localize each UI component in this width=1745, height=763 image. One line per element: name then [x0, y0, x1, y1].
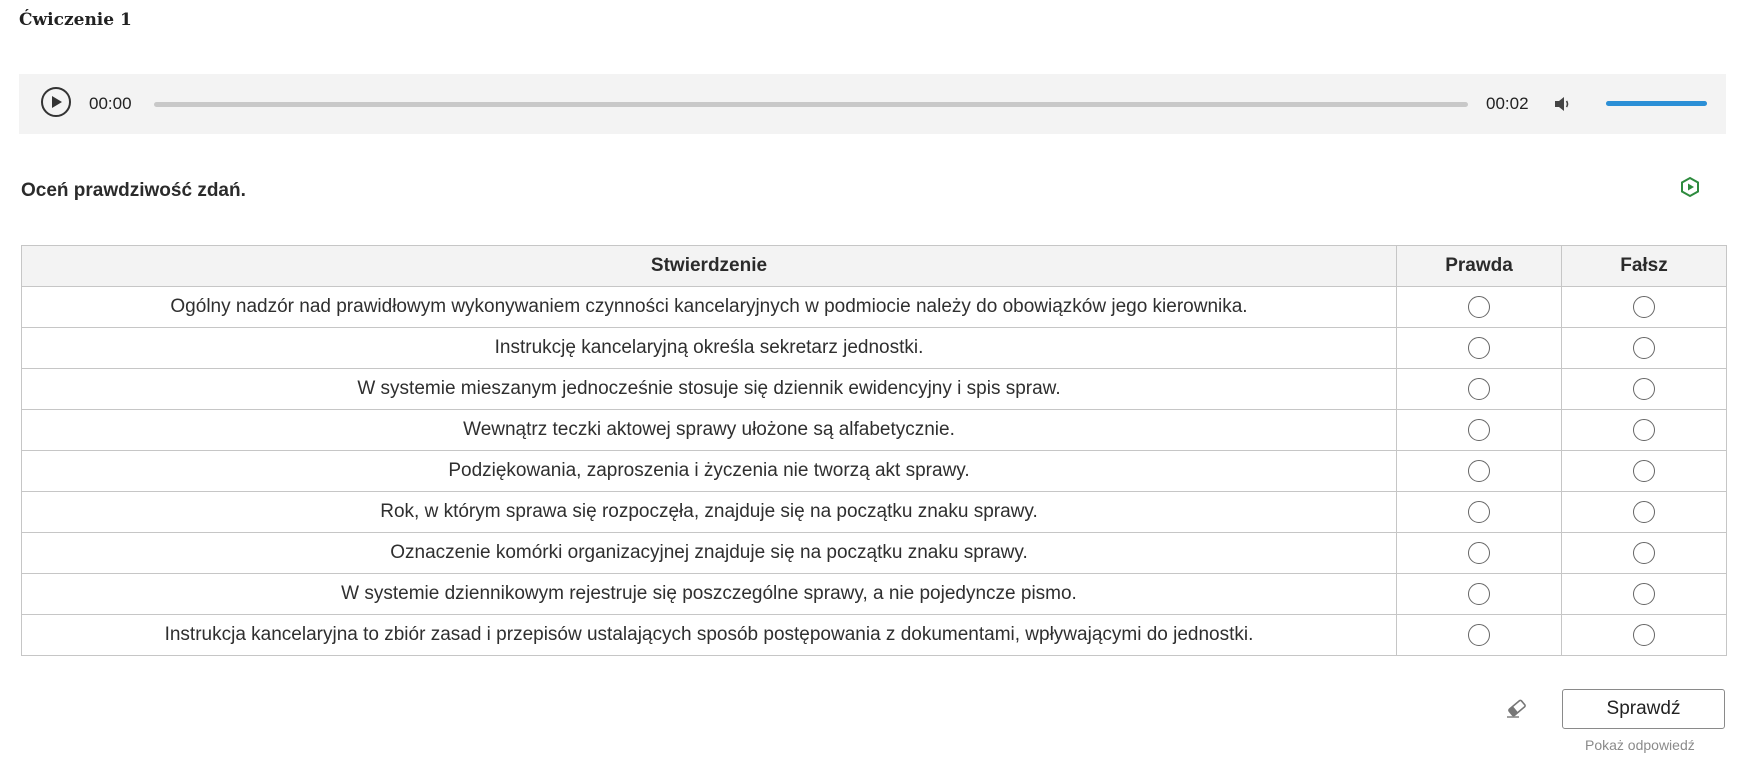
false-radio[interactable] — [1633, 337, 1655, 359]
statement-text: Wewnątrz teczki aktowej sprawy ułożone są alfabetycznie. — [22, 410, 1397, 451]
table-row — [22, 369, 1727, 410]
true-radio[interactable] — [1468, 296, 1490, 318]
true-radio[interactable] — [1468, 542, 1490, 564]
total-time: 00:02 — [1486, 94, 1529, 113]
true-cell — [1397, 410, 1562, 451]
statement-text: Podziękowania, zaproszenia i życzenia nie tworzą akt sprawy. — [22, 451, 1397, 492]
current-time: 00:00 — [89, 94, 132, 113]
statement-text: W systemie mieszanym jednocześnie stosuje się dziennik ewidencyjny i spis spraw. — [22, 369, 1397, 410]
false-cell — [1562, 328, 1727, 369]
true-radio[interactable] — [1468, 460, 1490, 482]
false-radio[interactable] — [1633, 419, 1655, 441]
false-radio[interactable] — [1633, 583, 1655, 605]
statement-text: W systemie dziennikowym rejestruje się poszczególne sprawy, a nie pojedyncze pismo. — [22, 574, 1397, 615]
false-radio[interactable] — [1633, 501, 1655, 523]
header-statement: Stwierdzenie — [22, 246, 1397, 287]
table-header-row — [22, 246, 1727, 287]
false-radio[interactable] — [1633, 296, 1655, 318]
false-radio[interactable] — [1633, 378, 1655, 400]
true-radio[interactable] — [1468, 624, 1490, 646]
table-row — [22, 533, 1727, 574]
table-row — [22, 287, 1727, 328]
true-cell — [1397, 369, 1562, 410]
true-radio[interactable] — [1468, 378, 1490, 400]
statement-text: Instrukcja kancelaryjna to zbiór zasad i przepisów ustalających sposób postępowania z dokumentami, wpływającymi do jednostki. — [22, 615, 1397, 656]
cube-icon[interactable] — [1679, 176, 1701, 198]
true-radio[interactable] — [1468, 501, 1490, 523]
table-row — [22, 410, 1727, 451]
true-cell — [1397, 533, 1562, 574]
table-row — [22, 451, 1727, 492]
show-answer-link[interactable]: Pokaż odpowiedź — [1585, 737, 1695, 753]
false-cell — [1562, 615, 1727, 656]
exercise-title: Ćwiczenie 1 — [19, 10, 132, 30]
false-cell — [1562, 410, 1727, 451]
statement-text: Instrukcję kancelaryjną określa sekretarz jednostki. — [22, 328, 1397, 369]
header-true: Prawda — [1397, 246, 1562, 287]
false-radio[interactable] — [1633, 460, 1655, 482]
false-cell — [1562, 533, 1727, 574]
instruction: Oceń prawdziwość zdań. — [21, 180, 246, 201]
false-radio[interactable] — [1633, 542, 1655, 564]
audio-player — [19, 74, 1726, 134]
true-cell — [1397, 451, 1562, 492]
table-row — [22, 574, 1727, 615]
true-cell — [1397, 615, 1562, 656]
table-row — [22, 328, 1727, 369]
header-false: Fałsz — [1562, 246, 1727, 287]
true-radio[interactable] — [1468, 583, 1490, 605]
true-cell — [1397, 492, 1562, 533]
false-cell — [1562, 574, 1727, 615]
eraser-icon[interactable] — [1505, 697, 1529, 719]
volume-fill — [1606, 101, 1707, 106]
false-cell — [1562, 369, 1727, 410]
play-button[interactable] — [41, 87, 71, 117]
volume-slider[interactable] — [1606, 101, 1707, 106]
play-icon — [51, 95, 63, 109]
statement-text: Rok, w którym sprawa się rozpoczęła, znajduje się na początku znaku sprawy. — [22, 492, 1397, 533]
false-cell — [1562, 451, 1727, 492]
true-radio[interactable] — [1468, 419, 1490, 441]
table-row — [22, 615, 1727, 656]
statement-text: Oznaczenie komórki organizacyjnej znajduje się na początku znaku sprawy. — [22, 533, 1397, 574]
true-cell — [1397, 287, 1562, 328]
table-row — [22, 492, 1727, 533]
progress-slider[interactable] — [154, 102, 1468, 107]
false-cell — [1562, 287, 1727, 328]
volume-icon[interactable] — [1554, 96, 1572, 112]
true-cell — [1397, 328, 1562, 369]
true-cell — [1397, 574, 1562, 615]
true-radio[interactable] — [1468, 337, 1490, 359]
quiz-table — [21, 245, 1727, 656]
false-radio[interactable] — [1633, 624, 1655, 646]
check-button[interactable]: Sprawdź — [1562, 689, 1725, 729]
false-cell — [1562, 492, 1727, 533]
statement-text: Ogólny nadzór nad prawidłowym wykonywaniem czynności kancelaryjnych w podmiocie należy do obowiązków jego kierownika. — [22, 287, 1397, 328]
